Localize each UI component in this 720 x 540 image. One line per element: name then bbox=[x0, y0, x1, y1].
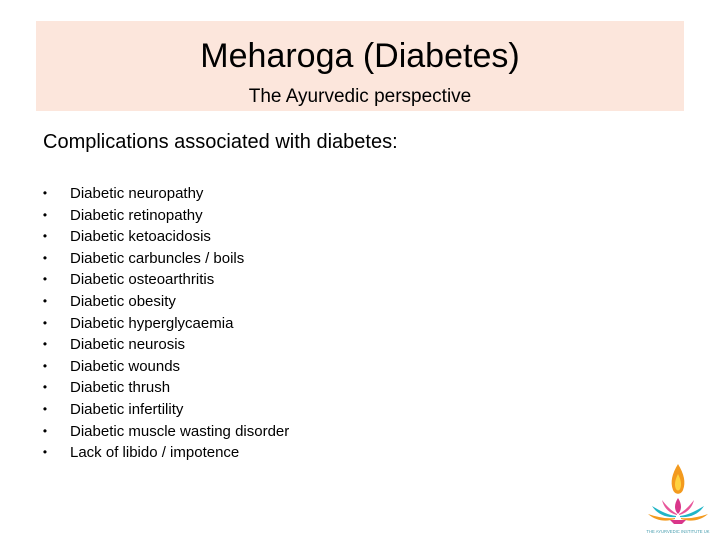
bullet-icon: • bbox=[42, 401, 48, 416]
bullet-icon: • bbox=[42, 250, 48, 265]
list-item-label: Diabetic ketoacidosis bbox=[70, 228, 211, 246]
list-item-label: Diabetic retinopathy bbox=[70, 206, 203, 224]
slide-title: Meharoga (Diabetes) bbox=[200, 37, 520, 75]
institute-logo bbox=[640, 462, 716, 538]
list-item-label: Diabetic obesity bbox=[70, 292, 176, 310]
list-item-label: Diabetic muscle wasting disorder bbox=[70, 422, 290, 440]
list-item-label: Diabetic neurosis bbox=[70, 336, 186, 354]
bullet-icon: • bbox=[42, 445, 48, 460]
list-item-label: Diabetic infertility bbox=[70, 400, 184, 418]
bullet-icon: • bbox=[42, 207, 48, 222]
list-item-label: Diabetic neuropathy bbox=[70, 185, 204, 202]
bullet-icon: • bbox=[42, 423, 48, 438]
section-heading: Complications associated with diabetes: bbox=[43, 131, 398, 153]
title-band bbox=[36, 21, 684, 111]
bullet-icon: • bbox=[42, 186, 48, 200]
list-item-label: Diabetic thrush bbox=[70, 379, 171, 397]
lamp-flame-lotus-icon bbox=[648, 464, 708, 524]
list-item-label: Lack of libido / impotence bbox=[70, 444, 240, 462]
list-item-label: Diabetic hyperglycaemia bbox=[70, 314, 234, 332]
bullet-icon: • bbox=[42, 358, 48, 373]
bullet-icon: • bbox=[42, 315, 48, 330]
list-item-label: Diabetic osteoarthritis bbox=[70, 271, 215, 289]
bullet-icon: • bbox=[42, 293, 48, 308]
list-item-label: Diabetic wounds bbox=[70, 357, 181, 375]
slide-subtitle: The Ayurvedic perspective bbox=[248, 86, 472, 107]
bullet-icon: • bbox=[42, 229, 48, 244]
list-item-label: Diabetic carbuncles / boils bbox=[70, 249, 245, 267]
logo-text: THE AYURVEDIC INSTITUTE UK bbox=[646, 529, 710, 534]
bullet-icon: • bbox=[42, 380, 48, 395]
bullet-icon: • bbox=[42, 337, 48, 352]
bullet-icon: • bbox=[42, 272, 48, 287]
